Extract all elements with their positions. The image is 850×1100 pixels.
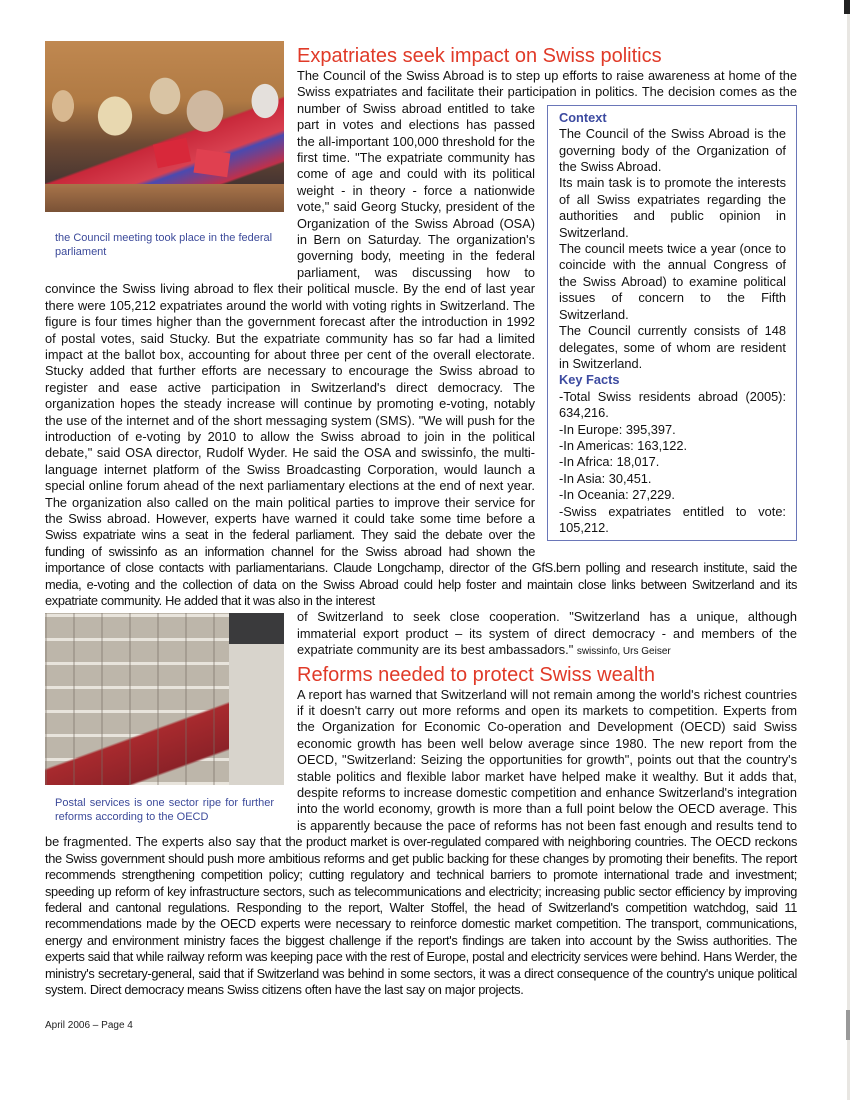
page-footer: April 2006 – Page 4 xyxy=(45,1020,133,1032)
sidebar-paragraph: The Council of the Swiss Abroad is the governing body of the Organization of the Swiss Abroad. xyxy=(559,126,786,175)
article-expatriates xyxy=(45,41,797,609)
postal-sorting-photo xyxy=(45,613,284,785)
sidebar-paragraph: Its main task is to promote the interests of all Swiss expatriates regarding the authorities and public opinion in Switzerland. xyxy=(559,175,786,240)
sidebar-heading-context: Context xyxy=(559,109,607,125)
article-text: parliament, was discussing how to convince the Swiss living abroad to flex their political muscle. By the end of last year there were 105,212 expatriates around the world with voting rights in Switzerland. The figure is four times higher than the government forecast after the introduction in 1992 of postal votes, said Stucky. But the expatriate community has so far had a limited impact at the ballot box, accounting for about three per cent of the overall electorate. Stucky added that further efforts are necessary to encourage the Swiss abroad to register and ease active participation in Switzerland's direct democracy. The organization hopes the steady increase will continue by promoting e-voting, notably the use of the internet and of the short messaging system (SMS). "We will push for the introduction of e-voting by 2010 to allow the Swiss abroad to join in the political debate," said OSA director, Rudolf Wyder. He said the OSA and swissinfo, the multi-language internet platform of the Swiss Broadcasting Corporation, would launch a special online forum ahead of the next parliamentary elections at the end of next year. The organization also called on the main political parties to improve their service for the Swiss abroad. However, experts have warned it could take some time before a xyxy=(45,264,535,526)
article-text: as the number of Swiss abroad entitled to take part in votes and elections has passed the all-important 100,000 threshold for the first time. "The expatriate community has come of age and could with its political weight - in theory - force a nationwide vote," said Georg Stucky, president of the Organization of the Swiss Abroad (OSA) in Bern on Saturday. The organization's governing body, meeting in the federal xyxy=(297,84,797,264)
photo-background xyxy=(229,613,284,785)
photo-caption: the Council meeting took place in the federal parliament xyxy=(55,232,273,258)
sidebar-paragraph: The Council currently consists of 148 delegates, some of whom are resident in Switzerland. xyxy=(559,323,786,371)
key-fact: -In Oceania: 27,229. xyxy=(559,487,675,503)
flag-icon xyxy=(193,149,230,177)
context-sidebar xyxy=(547,105,797,542)
article-text: the product market is over-regulated compared with neighboring countries. The OECD reckons the Swiss government should push more ambitious reforms and get public backing for these changes by promoting their benefits. The report recommends strengthening competition policy; cutting regulatory and technical barriers to promote international trade and investment; speeding up reform of key infrastructure sectors, such as telecommunications and electricity; increasing public sector efficiency by improving federal and cantonal regulations. Responding to the report, Walter Stoffel, the head of Switzerland's competition watchdog, said 11 recommendations made by the OECD experts were necessary to reinforce domestic market competition. The transport, communications, energy and environment ministry faces the biggest challenge if the report's findings are taken into account by the Swiss authorities. The experts said that while railway reform was keeping pace with the rest of Europe, postal and electricity services were behind. Hans Werder, the ministry's secretary-general, said that if Switzerland was behind in some sectors, it was a direct consequence of the country's unique political system. Direct democracy means Swiss citizens often have the last say on major projects. xyxy=(45,834,798,997)
article-byline: swissinfo, Urs Geiser xyxy=(576,646,671,658)
flag-icon xyxy=(153,138,191,169)
key-fact: -In Americas: 163,122. xyxy=(559,437,688,453)
key-fact: -Swiss expatriates entitled to vote: 105,212. xyxy=(559,503,786,535)
article-headline: Expatriates seek impact on Swiss politics xyxy=(297,45,662,67)
sidebar-paragraph: The council meets twice a year (once to coincide with the annual Congress of the Swiss Abroad) to examine political issues of concern to the Fifth Switzerland. xyxy=(559,241,786,322)
article-headline: Reforms needed to protect Swiss wealth xyxy=(297,663,655,686)
key-fact: -In Africa: 18,017. xyxy=(559,454,660,470)
photo-caption: Postal services is one sector ripe for further reforms according to the OECD xyxy=(55,797,274,823)
key-fact: -In Asia: 30,451. xyxy=(559,470,652,486)
photo-bench xyxy=(45,184,284,212)
article-text: Swiss expatriate wins a seat in the federal parliament. They said the debate over the funding of swissinfo as an information channel for the Swiss abroad had shown the importance of close contacts with parliamentarians. Claude Longchamp, director of the GfS.bern polling and research institute, said the media, e-voting and the collection of data on the Swiss Abroad could help foster and maintain close links between Switzerland and its expatriate community. He added that it was also in the interest xyxy=(45,527,797,608)
figure-postal-services xyxy=(45,613,284,824)
article-text: The Council of the Swiss Abroad is to step up efforts to raise awareness at home of the Swiss expatriates and facilitate their participation in politics. The decision comes xyxy=(297,68,797,100)
article-quote: of Switzerland to seek close cooperation. "Switzerland has a unique, although immaterial export product – its system of direct democracy - and members of the expatriate community are its best ambassadors." xyxy=(297,609,797,658)
figure-council-meeting xyxy=(45,41,284,259)
council-meeting-photo xyxy=(45,41,284,212)
sidebar-heading-key-facts: Key Facts xyxy=(559,372,620,388)
article-text: A report has warned that Switzerland will not remain among the world's richest countries if it doesn't carry out more reforms and open its markets to competition. Experts from the Organization for Economic Co-operation and Development (OECD) said Swiss economic growth has been well below average since 1980. The new report from the OECD, "Switzerland: Seizing the opportunities for growth", points out that the country's stable politics and flexible labor market have helped make it wealthy. But it adds that, despite reforms to increase domestic competition and enhance Switzerland's integration into the world economy, growth is more than a full point below the OECD average. This is apparently because the pace of reforms has not been fast enough and results tend to be fragmented. The experts also say that xyxy=(45,686,797,850)
article-reforms xyxy=(45,609,797,998)
key-fact: -Total Swiss residents abroad (2005): 634,216. xyxy=(559,388,786,421)
key-fact: -In Europe: 395,397. xyxy=(559,421,676,437)
